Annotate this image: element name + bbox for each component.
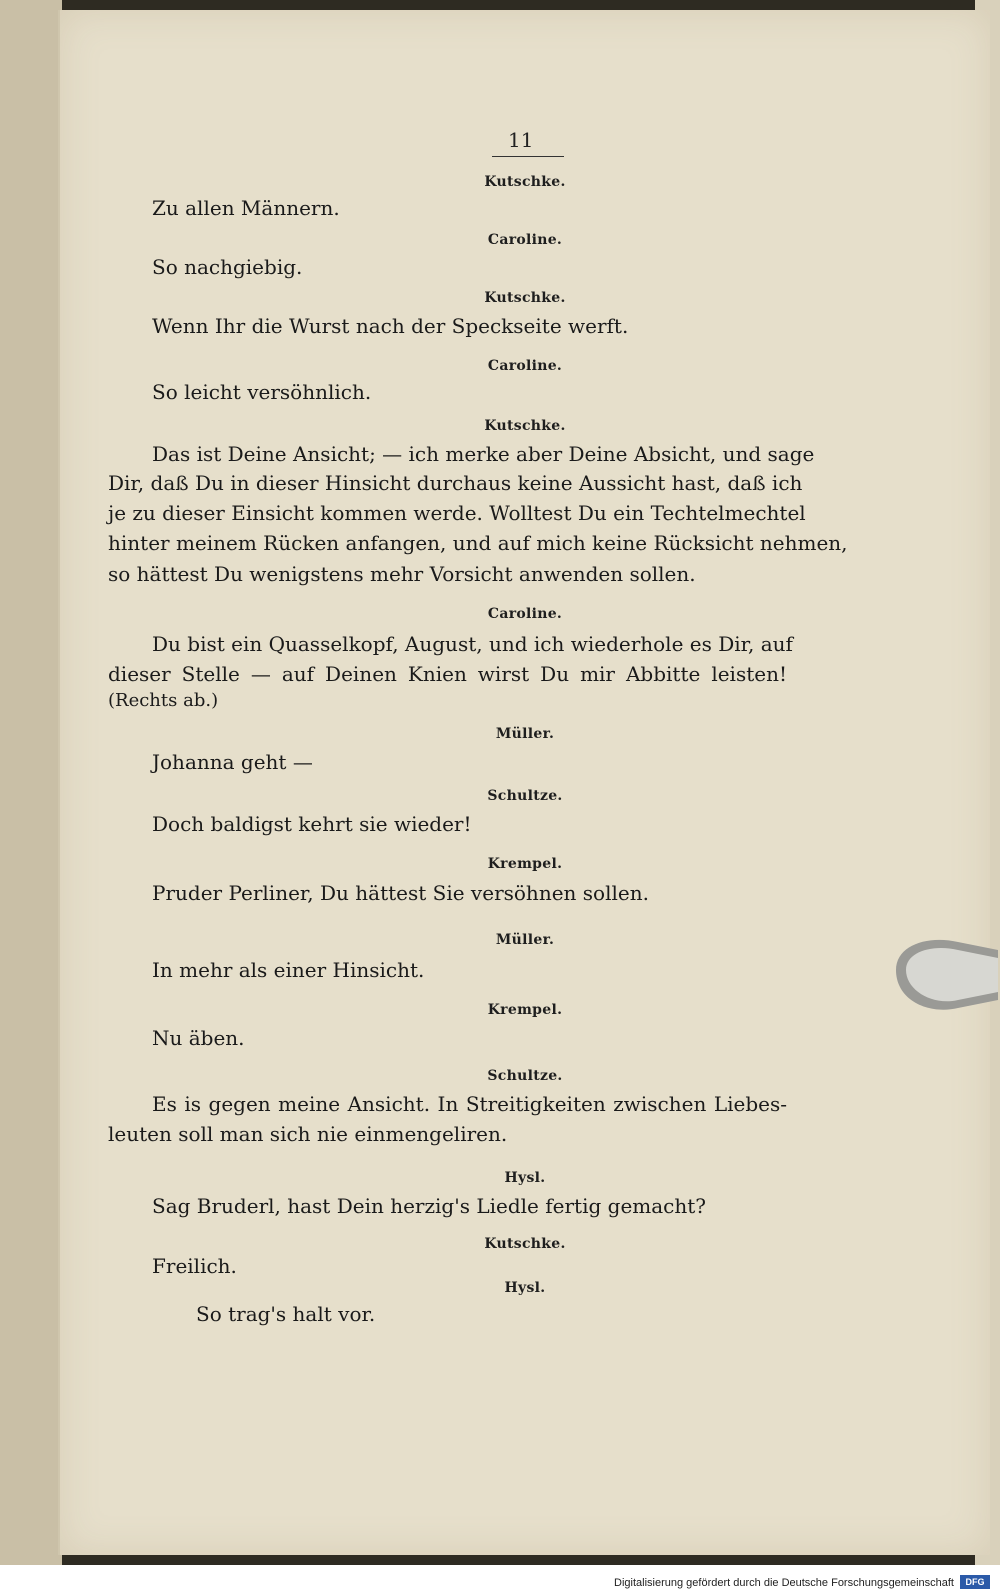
speaker-label: Kutschke. xyxy=(484,1236,566,1252)
page-number: 11 xyxy=(508,128,534,152)
speaker-label: Hysl. xyxy=(504,1280,546,1296)
speaker-label: Hysl. xyxy=(504,1170,546,1186)
dfg-logo: DFG xyxy=(960,1575,990,1589)
speaker-label: Krempel. xyxy=(487,1002,563,1018)
dialogue-line: Das ist Deine Ansicht; — ich merke aber Deine Absicht, und sage xyxy=(152,442,815,466)
dialogue-line: hinter meinem Rücken anfangen, und auf mich keine Rücksicht nehmen, xyxy=(108,531,848,555)
dialogue-line: Johanna geht — xyxy=(152,750,313,774)
dialogue-line: leuten soll man sich nie einmengeliren. xyxy=(108,1122,508,1146)
dialogue-line: Dir, daß Du in dieser Hinsicht durchaus keine Aussicht hast, daß ich xyxy=(108,471,803,495)
speaker-label: Caroline. xyxy=(487,606,563,622)
footer-credit: Digitalisierung gefördert durch die Deutsche Forschungsgemeinschaft xyxy=(614,1577,954,1589)
dialogue-line: Es is gegen meine Ansicht. In Streitigkeiten zwischen Liebes- xyxy=(152,1092,787,1116)
dialogue-line: So leicht versöhnlich. xyxy=(152,380,372,404)
dialogue-line: Wenn Ihr die Wurst nach der Speckseite werft. xyxy=(152,314,629,338)
page-edge-left xyxy=(0,0,62,1565)
speaker-label: Kutschke. xyxy=(484,290,566,306)
dialogue-line: In mehr als einer Hinsicht. xyxy=(152,958,425,982)
speaker-label: Kutschke. xyxy=(484,418,566,434)
speaker-label: Müller. xyxy=(495,932,555,948)
dialogue-line: Du bist ein Quasselkopf, August, und ich wiederhole es Dir, auf xyxy=(152,632,793,656)
speaker-label: Schultze. xyxy=(487,1068,563,1084)
speaker-label: Caroline. xyxy=(487,358,563,374)
dialogue-line: dieser Stelle — auf Deinen Knien wirst Du mir Abbitte leisten! xyxy=(108,662,787,686)
speaker-label: Caroline. xyxy=(487,232,563,248)
dialogue-line: Doch baldigst kehrt sie wieder! xyxy=(152,812,472,836)
book-page xyxy=(58,10,990,1555)
dialogue-line: Sag Bruderl, hast Dein herzig's Liedle fertig gemacht? xyxy=(152,1194,707,1218)
page-number-rule xyxy=(492,156,564,157)
dialogue-line: je zu dieser Einsicht kommen werde. Wolltest Du ein Techtelmechtel xyxy=(108,501,806,525)
dialogue-line: So trag's halt vor. xyxy=(196,1302,376,1326)
speaker-label: Müller. xyxy=(495,726,555,742)
dialogue-line: so hättest Du wenigstens mehr Vorsicht anwenden sollen. xyxy=(108,562,696,586)
speaker-label: Kutschke. xyxy=(484,174,566,190)
dialogue-line: So nachgiebig. xyxy=(152,255,303,279)
dialogue-line: Pruder Perliner, Du hättest Sie versöhnen sollen. xyxy=(152,881,649,905)
dialogue-line: Freilich. xyxy=(152,1254,237,1278)
dialogue-line: Nu äben. xyxy=(152,1026,245,1050)
page-clip-shape xyxy=(888,930,998,1020)
stage-direction: (Rechts ab.) xyxy=(108,690,219,711)
speaker-label: Schultze. xyxy=(487,788,563,804)
dialogue-line: Zu allen Männern. xyxy=(152,196,340,220)
speaker-label: Krempel. xyxy=(487,856,563,872)
